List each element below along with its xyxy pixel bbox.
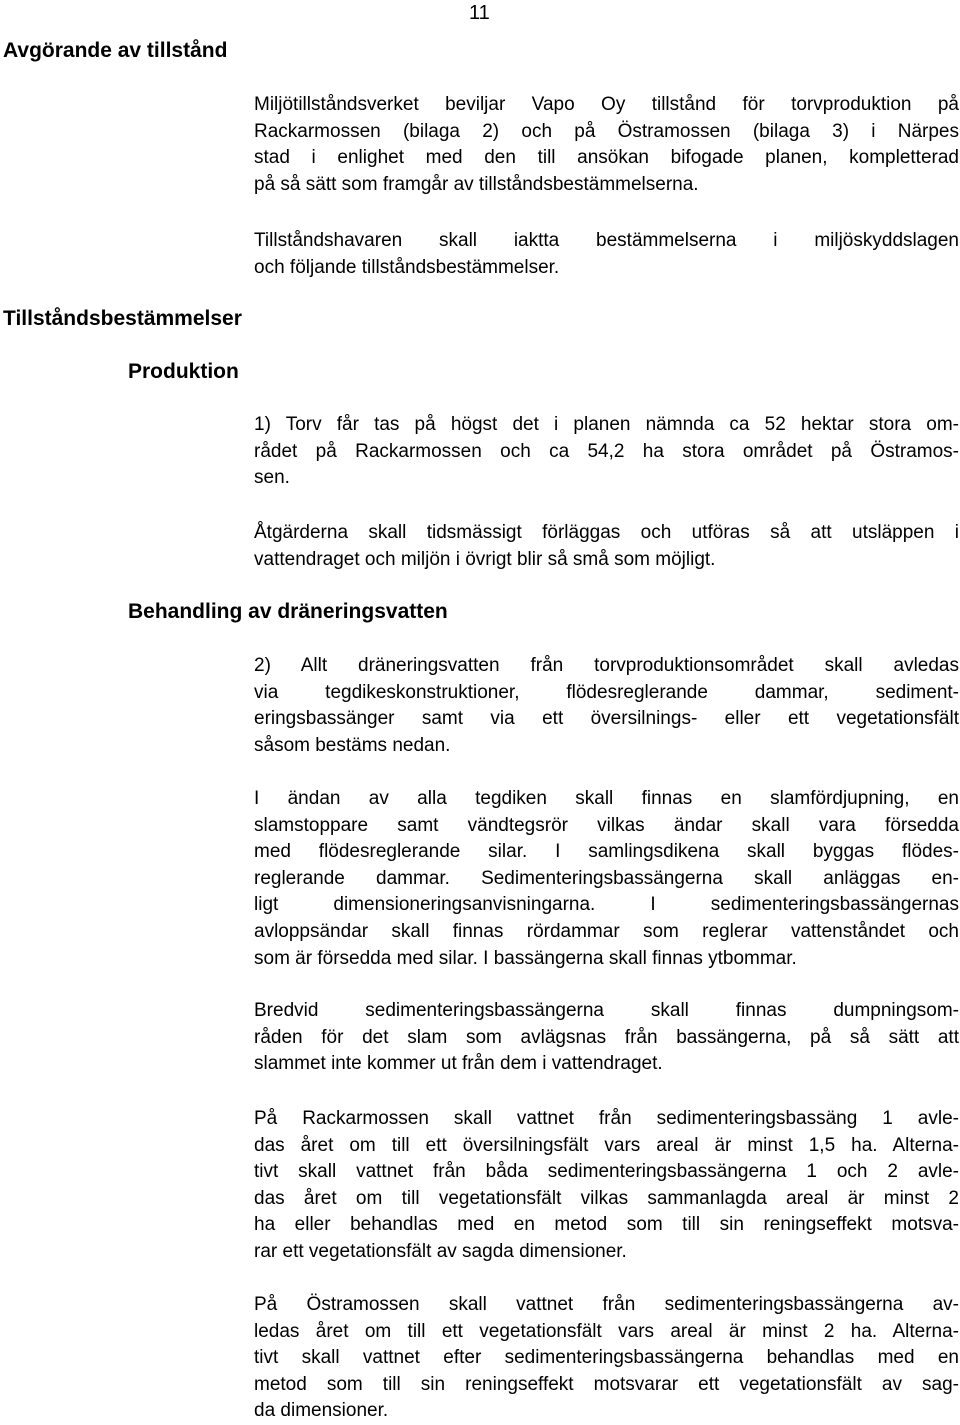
heading-permit-conditions: Tillståndsbestämmelser [3, 307, 242, 330]
text-line: Bredvid sedimenteringsbassängerna skall finnas dumpningsom- [254, 1000, 959, 1021]
heading-production: Produktion [128, 360, 239, 383]
heading-decision: Avgörande av tillstånd [3, 39, 228, 62]
text-line: stad i enlighet med den till ansökan bifogade planen, kompletterad [254, 147, 959, 169]
paragraph-permit-grant [254, 92, 959, 198]
text-line: och följande tillståndsbestämmelser. [254, 256, 560, 278]
text-line: rådet på Rackarmossen och ca 54,2 ha stora området på Östramos- [254, 440, 959, 462]
text-line: På Östramossen skall vattnet från sedimenteringsbassängerna av- [254, 1294, 959, 1315]
text-line: tivt skall vattnet efter sedimenteringsbassängerna behandlas med en [254, 1347, 959, 1369]
text-line: Miljötillståndsverket beviljar Vapo Oy tillstånd för torvproduktion på [254, 94, 959, 115]
text-line: ha eller behandlas med en metod som till sin reningseffekt motsva- [254, 1214, 959, 1236]
paragraph-ostramossen [254, 1292, 959, 1425]
page-number: 11 [469, 2, 490, 24]
text-line: sen. [254, 467, 290, 489]
text-line: på så sätt som framgår av tillståndsbestämmelserna. [254, 173, 699, 195]
text-line: ledas året om till ett vegetationsfält vars areal är minst 2 ha. Alterna- [254, 1320, 959, 1342]
text-line: via tegdikeskonstruktioner, flödesreglerande dammar, sediment- [254, 681, 959, 703]
text-line: metod som till sin reningseffekt motsvarar ett vegetationsfält av sag- [254, 1373, 959, 1395]
text-line: slamstoppare samt vändtegsrör vilkas ändar skall vara försedda [254, 814, 959, 836]
text-line: I ändan av alla tegdiken skall finnas en slamfördjupning, en [254, 788, 959, 809]
text-line: rar ett vegetationsfält av sagda dimensioner. [254, 1240, 627, 1262]
text-line: reglerande dammar. Sedimenteringsbassängerna skall anläggas en- [254, 867, 959, 889]
text-line: vattendraget och miljön i övrigt blir så små som möjligt. [254, 548, 716, 570]
text-line: das året om till ett översilningsfält vars areal är minst 1,5 ha. Alterna- [254, 1134, 959, 1156]
text-line: eringsbassänger samt via ett översilnings- eller ett vegetationsfält [254, 708, 959, 730]
text-line: slammet inte kommer ut från dem i vattendraget. [254, 1053, 663, 1075]
text-line: 2) Allt dräneringsvatten från torvproduktionsområdet skall avledas [254, 655, 959, 676]
text-line: såsom bestäms nedan. [254, 734, 451, 756]
paragraph-rackarmossen [254, 1106, 959, 1266]
text-line: På Rackarmossen skall vattnet från sedimenteringsbassäng 1 avle- [254, 1108, 959, 1129]
text-line: med flödesreglerande silar. I samlingsdikena skall byggas flödes- [254, 841, 959, 863]
paragraph-obligations [254, 228, 959, 281]
paragraph-condition-2 [254, 653, 959, 759]
text-line: avloppsändar skall finnas rördammar som reglerar vattenståndet och [254, 920, 959, 942]
text-line: ligt dimensioneringsanvisningarna. I sedimenteringsbassängernas [254, 894, 959, 916]
text-line: Tillståndshavaren skall iaktta bestämmelserna i miljöskyddslagen [254, 230, 959, 251]
text-line: da dimensioner. [254, 1400, 389, 1422]
text-line: das året om till vegetationsfält vilkas sammanlagda areal är minst 2 [254, 1187, 959, 1209]
paragraph-dumping-areas [254, 998, 959, 1078]
text-line: Åtgärderna skall tidsmässigt förläggas och utföras så att utsläppen i [254, 522, 959, 543]
paragraph-condition-1 [254, 412, 959, 492]
text-line: Rackarmossen (bilaga 2) och på Östramossen (bilaga 3) i Närpes [254, 120, 959, 142]
paragraph-measures [254, 520, 959, 573]
text-line: 1) Torv får tas på högst det i planen nämnda ca 52 hektar stora om- [254, 414, 959, 435]
text-line: som är försedda med silar. I bassängerna skall finnas ytbommar. [254, 947, 797, 969]
heading-drainage-treatment: Behandling av dräneringsvatten [128, 600, 448, 623]
text-line: tivt skall vattnet från båda sedimenteringsbassängerna 1 och 2 avle- [254, 1161, 959, 1183]
paragraph-ditches [254, 786, 959, 972]
text-line: råden för det slam som avlägsnas från bassängerna, på så sätt att [254, 1026, 959, 1048]
